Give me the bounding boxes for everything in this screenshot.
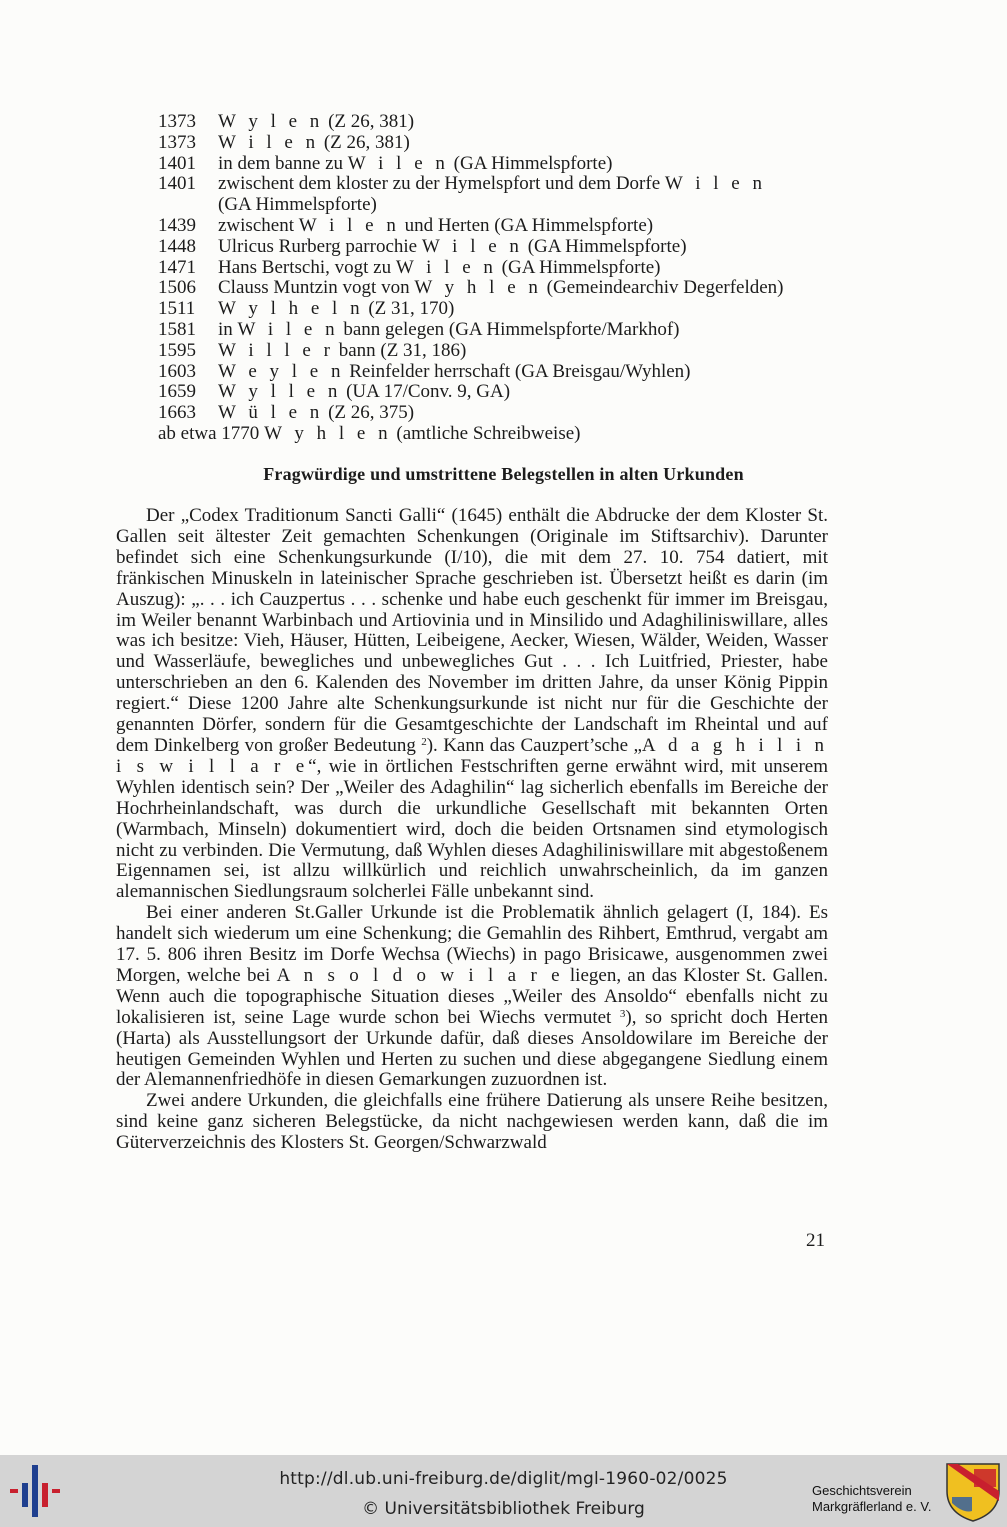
footnote-ref: 3 — [619, 1007, 626, 1020]
section-heading: Fragwürdige und umstrittene Belegstellen in alten Urkunden — [263, 464, 744, 484]
list-item: 1581 in W i l e n bann gelegen (GA Himmelspforte/Markhof) — [158, 318, 680, 340]
list-item: 1511 W y l h e l n (Z 31, 170) — [158, 298, 455, 320]
footer-bar — [0, 1455, 1007, 1527]
list-item: 1401 zwischent dem kloster zu der Hymelspfort und dem Dorfe W i l e n (GA Himmelspforte) — [158, 173, 766, 216]
list-item: 1506 Clauss Muntzin vogt von W y h l e n (Gemeindearchiv Degerfelden) — [158, 277, 784, 299]
list-item: 1373 W i l e n (Z 26, 381) — [158, 131, 410, 153]
footnote-ref: 2 — [421, 735, 427, 748]
list-item: 1603 W e y l e n Reinfelder herrschaft (GA Breisgau/Wyhlen) — [158, 360, 691, 382]
list-item: 1448 Ulricus Rurberg parrochie W i l e n (GA Himmelspforte) — [158, 235, 687, 257]
list-item: 1373 W y l e n (Z 26, 381) — [158, 111, 415, 132]
footer-copyright: © Universitätsbibliothek Freiburg — [362, 1499, 645, 1519]
footer-organization: Geschichtsverein Markgräflerland e. V. — [812, 1483, 932, 1514]
list-item: 1663 W ü l e n (Z 26, 375) — [158, 402, 415, 424]
paragraph-2: Bei einer anderen St.Galler Urkunde ist die Problematik ähnlich gelagert (I, 184). Es handelt sich wiederum um eine Schenkung; die Gemahlin des Rihbert, Emthrud, vergabt am 17. 5. 806 ihren Besitz im Dorfe Wechsa (Wiechs) in pago Brisicawe, ausgenommen zwei Morgen, welche bei A n s o l d o w i l a r e liegen, an das Kloster St. Gallen. Wenn auch die topographische Situation dieses „Weiler des Ansoldo“ ebenfalls nicht zu lokalisieren ist, seine Lage wurde schon bei Wiechs vermutet $^3$), so spricht doch Herten (Harta) als Ausstellungsort der Urkunde dafür, daß dieses Ansoldowilare im Bereiche der heutigen Gemeinden Wyhlen und Herten zu suchen und diese abgegangene Siedlung einem der Alemannenfriedhöfe in diesen Gemarkungen zuzuordnen ist. — [116, 902, 828, 1091]
place-name-list — [158, 112, 838, 445]
list-item-last: ab etwa 1770 W y h l e n (amtliche Schreibweise) — [158, 422, 581, 444]
coat-of-arms-icon — [944, 1461, 1002, 1523]
paragraph-3: Zwei andere Urkunden, die gleichfalls eine frühere Datierung als unsere Reihe besitzen, sind keine ganz sicheren Belegstücke, da nicht nachgewiesen werden kann, daß die im Güterverzeichnis des Klosters St. Georgen/Schwarzwald — [116, 1090, 828, 1154]
list-item: 1659 W y l l e n (UA 17/Conv. 9, GA) — [158, 381, 511, 403]
list-item: 1401 in dem banne zu W i l e n (GA Himmelspforte) — [158, 152, 613, 174]
page-number: 21 — [806, 1230, 825, 1251]
list-item: 1595 W i l l e r bann (Z 31, 186) — [158, 339, 467, 361]
body-text — [116, 506, 828, 1154]
footer-url-link[interactable]: http://dl.ub.uni-freiburg.de/diglit/mgl-1960-02/0025 — [279, 1469, 728, 1489]
list-item: 1439 zwischent W i l e n und Herten (GA Himmelspforte) — [158, 214, 654, 236]
paragraph-1: Der „Codex Traditionum Sancti Galli“ (1645) enthält die Abdrucke der dem Kloster St. Gallen seit ältester Zeit gemachten Schenkungen (Originale im Stiftsarchiv). Darunter befindet sich eine Schenkungsurkunde (I/10), die mit dem 27. 10. 754 datiert, mit fränkischen Minuskeln in lateinischer Sprache geschrieben ist. Übersetzt heißt es darin (im Auszug): „. . . ich Cauzpertus . . . schenke und habe euch geschenkt für immer im Breisgau, im Weiler benannt Warbinbach und Artiovinia und in Minsilido und Adaghiliniswillare, alles was ich besitze: Vieh, Häuser, Hütten, Leibeigene, Aecker, Wiesen, Wälder, Weiden, Wasser und Wasserläufe, bewegliches und unbewegliches Gut . . . Ich Luitfried, Priester, habe unterschrieben an den 6. Kalenden des November im dritten Jahre, da unser König Pippin regiert.“ Diese 1200 Jahre alte Schenkungsurkunde ist nicht nur für die Geschichte der genannten Dörfer, sondern für die Gesamtgeschichte der Landschaft im Rheintal und auf dem Dinkelberg von großer Bedeutung $^2$). Kann das Cauzpert’sche „A d a g h i l i n i s w i l l a r e“, wie in örtlichen Festschriften gerne erwähnt wird, mit unserem Wyhlen identisch sein? Der „Weiler des Adaghilin“ lag sicherlich ebenfalls im Bereiche der Hochrheinlandschaft, was durch die urkundliche Gesellschaft mit bekannten Orten (Warmbach, Minseln) dokumentiert wird, doch die beiden Ortsnamen sind etymologisch nicht zu verbinden. Die Vermutung, daß Wyhlen dieses Adaghiliniswillare mit abgestoßenem Eigennamen sei, ist allzu willkürlich und reichlich unwahrscheinlich, da im ganzen alemannischen Siedlungsraum solcherlei Fälle unbekannt sind. — [116, 505, 828, 903]
list-item: 1471 Hans Bertschi, vogt zu W i l e n (GA Himmelspforte) — [158, 256, 661, 278]
